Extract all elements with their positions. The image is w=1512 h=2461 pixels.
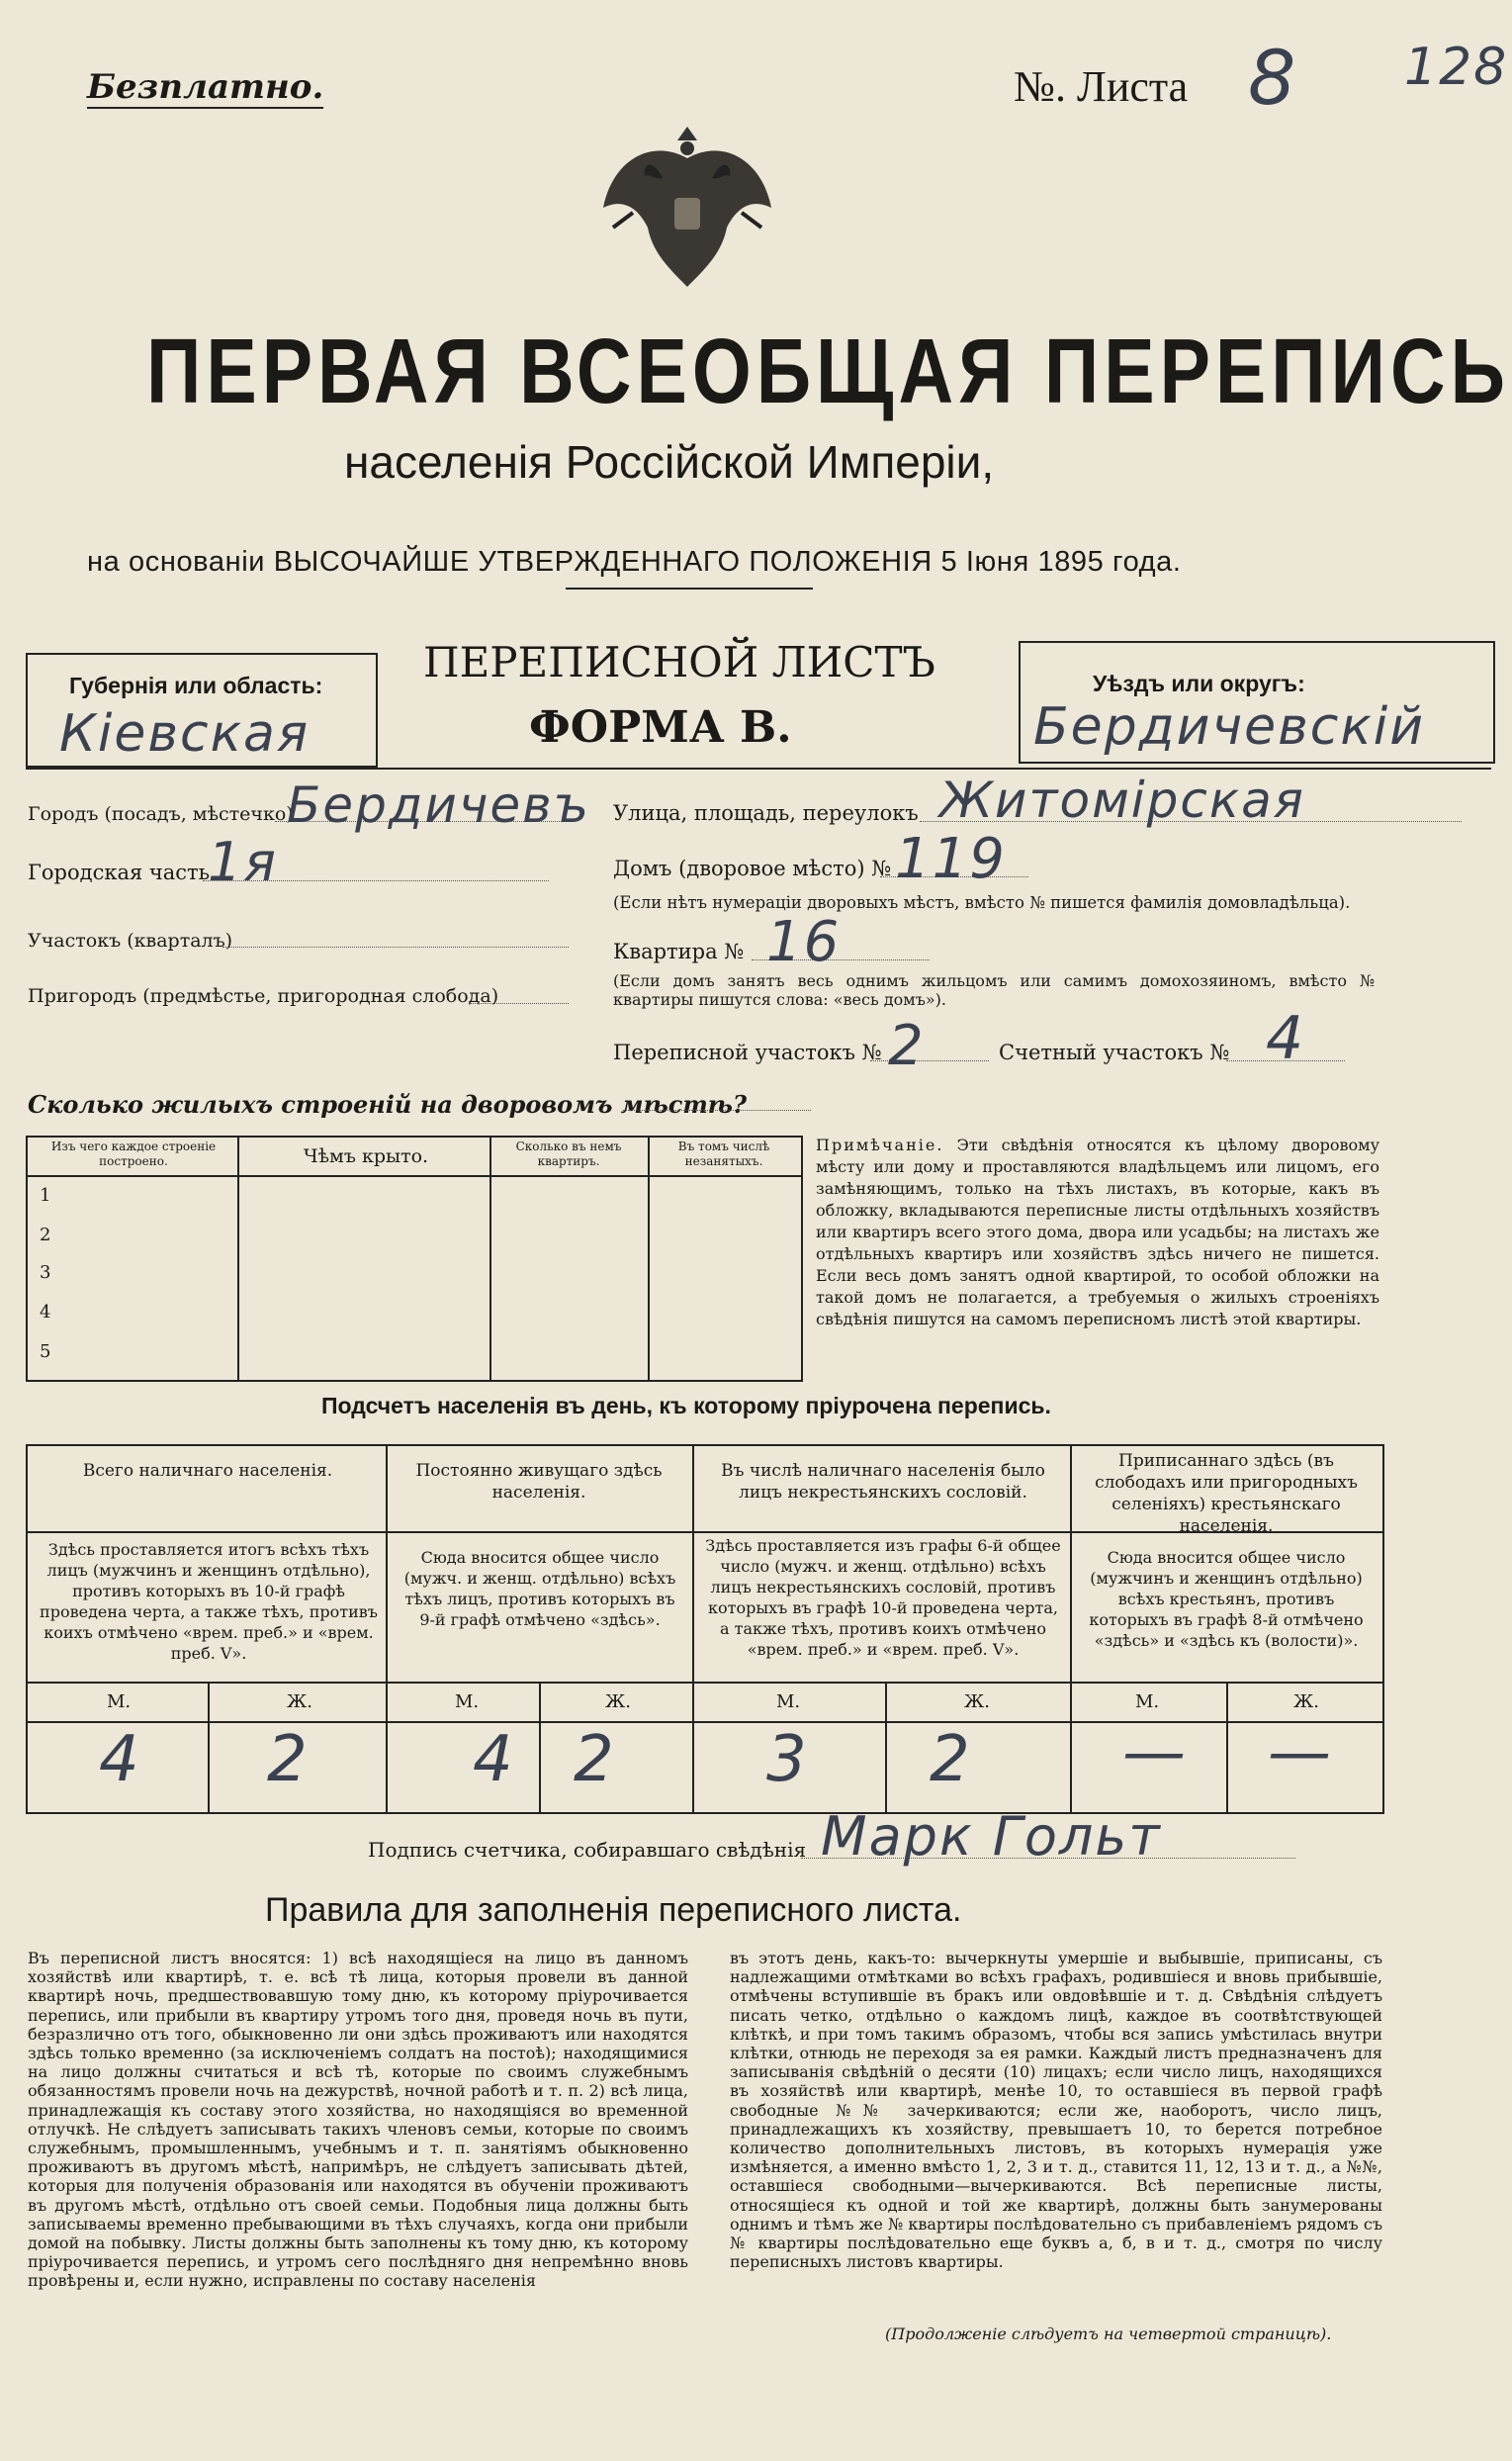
- pop-col2-header: Постоянно живущаго здѣсь населенія.: [415, 1461, 663, 1503]
- census-district-value: 2: [888, 1014, 926, 1078]
- rules-right-column: въ этотъ день, какъ-то: вычеркнуты умершіе и выбывшіе, приписаны, съ надлежащими отмѣтками во всѣхъ графахъ, родившіеся и вновь прибывшіе, отмѣчены вступившіе въ бракъ или овдовѣвшіе и т. д. Свѣдѣнія слѣдуетъ писать четко, отдѣльно о каждомъ лицѣ, каждое въ соотвѣтствующей клѣткѣ, и при томъ такимъ образомъ, чтобы вся запись умѣстилась внутри клѣтки, отнюдь не переходя за ея рамки. Каждый листъ предназначенъ для записыванія свѣдѣній о десяти (10) лицахъ; если число лицъ, находящихся въ хозяйствѣ или квартирѣ, менѣе 10, то оставшіеся въ первой графѣ свободные №№ зачеркиваются; если же, наоборотъ, число лицъ, принадлежащихъ къ хозяйству, превышаетъ 10, то берется потребное количество дополнительныхъ листовъ, въ которыхъ нумерація уже измѣняется, а именно вмѣсто 1, 2, 3 и т. д., ставится 11, 12, 13 и т. д., а №№, оставшіеся свободными—вычеркиваются. Всѣ переписные листы, относящіеся къ одной и той же квартирѣ, должны быть занумерованы однимъ и тѣмъ же № квартиры послѣдовательно съ прибавленіемъ рядомъ съ № квартиры послѣдовательно еще буквъ а, б, в и т. д., смотря по числу переписныхъ листовъ квартиры.: [730, 1949, 1382, 2272]
- gubernia-value: Кіевская: [59, 704, 311, 764]
- pop-col3-header: Въ числѣ наличнаго населенія было лицъ некрестьянскихъ сословій.: [721, 1461, 1045, 1503]
- city-value: Бердичевъ: [287, 776, 590, 834]
- house-note: (Если нѣтъ нумераціи дворовыхъ мѣстъ, вмѣсто № пишется фамилія домовладѣльца).: [613, 893, 1351, 912]
- gubernia-label: Губернія или область:: [69, 673, 323, 698]
- pop-col4-m-value: —: [1122, 1716, 1188, 1789]
- pop-col4-header: Приписаннаго здѣсь (въ слободахъ или пригородныхъ селеніяхъ) крестьянскаго населенія.: [1095, 1451, 1358, 1536]
- basis-underline: [566, 588, 813, 590]
- buildings-row-3: 3: [40, 1262, 51, 1283]
- pop-col4-m-label: М.: [1135, 1691, 1160, 1712]
- margin-number: 128: [1404, 38, 1509, 97]
- pop-col3-f-value: 2: [930, 1723, 972, 1796]
- census-title: ПЕРВАЯ ВСЕОБЩАЯ ПЕРЕПИСЬ: [146, 320, 1510, 423]
- rules-title: Правила для заполненія переписного листа.: [265, 1891, 962, 1929]
- house-value: 119: [895, 827, 1007, 891]
- free-label: Безплатно.: [87, 67, 324, 107]
- form-name: ПЕРЕПИСНОЙ ЛИСТЪ: [423, 638, 935, 686]
- buildings-question: Сколько жилыхъ строеній на дворовомъ мѣстѣ?: [28, 1090, 748, 1119]
- sheet-number-value: 8: [1248, 34, 1298, 122]
- census-basis: на основаніи ВЫСОЧАЙШЕ УТВЕРЖДЕННАГО ПОЛОЖЕНІЯ 5 Іюня 1895 года.: [87, 546, 1182, 578]
- city-part-value: 1я: [208, 831, 278, 893]
- count-district-value: 4: [1266, 1004, 1306, 1073]
- buildings-col-roof: Чѣмъ крыто.: [303, 1145, 429, 1167]
- apartment-note: (Если домъ занятъ весь однимъ жильцомъ или самимъ домохозяиномъ, вмѣсто № квартиры пишутся слова: «весь домъ»).: [613, 971, 1375, 1010]
- signature-value: Марк Гольт: [821, 1805, 1162, 1868]
- form-divider: [26, 768, 1491, 770]
- pop-col1-f-value: 2: [267, 1723, 310, 1796]
- census-district-label: Переписной участокъ №: [613, 1041, 882, 1064]
- pop-col2-m-label: М.: [455, 1691, 480, 1712]
- pop-col1-f-label: Ж.: [287, 1691, 312, 1712]
- district-label: Участокъ (кварталъ): [28, 930, 233, 952]
- imperial-eagle-emblem: [593, 119, 781, 297]
- signature-label: Подпись счетчика, собиравшаго свѣдѣнія: [368, 1838, 807, 1862]
- pop-col1-header: Всего наличнаго населенія.: [82, 1461, 333, 1481]
- pop-col4-desc: Сюда вносится общее число (мужчинъ и женщинъ отдѣльно) всѣхъ крестьянъ, противъ которыхъ въ графѣ 8-й отмѣчено «здѣсь» и «здѣсь къ (волости)».: [1089, 1548, 1364, 1650]
- street-value: Житомірская: [939, 772, 1305, 829]
- apartment-value: 16: [766, 910, 842, 974]
- pop-col3-m-value: 3: [766, 1723, 809, 1796]
- buildings-col-vacant: Въ томъ числѣ незанятыхъ.: [677, 1139, 770, 1168]
- sheet-number-label: №. Листа: [1014, 62, 1189, 111]
- city-part-label: Городская часть: [28, 861, 211, 884]
- rules-left-column: Въ переписной листъ вносятся: 1) всѣ находящіеся на лицо въ данномъ хозяйствѣ или квартирѣ, т. е. всѣ тѣ лица, которыя провели въ данной квартирѣ ночь, предшествовавшую тому дню, къ которому пріурочивается перепись, или прибыли въ квартиру утромъ того дня, проведя ночь въ пути, безразлично отъ того, обыкновенно ли они здѣсь проживаютъ или находятся здѣсь только временно (за исключеніемъ солдатъ на постоѣ); находящимися на лицо должны считаться и всѣ тѣ, которые по своимъ служебнымъ обязанностямъ провели ночь на дежурствѣ, ночной работѣ и т. п. 2) всѣ лица, принадлежащія къ составу этого хозяйства, но находящіяся во временной отлучкѣ. Не слѣдуетъ записывать такихъ членовъ семьи, которые по своимъ служебнымъ, промышленнымъ, учебнымъ и т. п. занятіямъ обыкновенно проживаютъ въ другомъ мѣстѣ, напримѣръ, не слѣдуетъ записывать дѣтей, которыя для полученія образованія или находятся въ обученіи проживаютъ въ другомъ мѣстѣ, отдѣльно отъ своей семьи. Подобныя лица должны быть записываемы временно пребывающими въ тѣхъ случаяхъ, когда они прибыли домой на побывку. Листы должны быть заполнены къ тому дню, къ которому пріурочивается перепись, и утромъ сего послѣдняго дня непремѣнно вновь провѣрены и, если нужно, исправлены по составу населенія: [28, 1949, 688, 2291]
- pop-col1-m-label: М.: [107, 1691, 132, 1712]
- uezd-value: Бердичевскій: [1033, 697, 1426, 757]
- pop-col3-f-label: Ж.: [964, 1691, 990, 1712]
- city-label: Городъ (посадъ, мѣстечко): [28, 803, 294, 825]
- pop-col2-f-label: Ж.: [605, 1691, 631, 1712]
- rules-continued: (Продолженіе слѣдуетъ на четвертой страницѣ).: [885, 2324, 1332, 2343]
- pop-col4-f-label: Ж.: [1293, 1691, 1319, 1712]
- buildings-table: [26, 1136, 803, 1382]
- house-label: Домъ (дворовое мѣсто) №: [613, 857, 892, 880]
- buildings-row-5: 5: [40, 1341, 51, 1362]
- buildings-col-apartments: Сколько въ немъ квартиръ.: [515, 1139, 622, 1168]
- apartment-label: Квартира №: [613, 940, 745, 963]
- pop-col1-m-value: 4: [99, 1723, 141, 1796]
- buildings-row-2: 2: [40, 1225, 51, 1245]
- pop-col4-f-value: —: [1268, 1716, 1333, 1789]
- pop-col3-desc: Здѣсь проставляется изъ графы 6-й общее число (мужч. и женщ. отдѣльно) всѣхъ лицъ некрестьянскихъ сословій, противъ которыхъ въ графѣ 10-й проведена черта, а также тѣхъ, противъ коихъ отмѣчено «врем. преб.» и «врем. преб. V».: [705, 1536, 1061, 1659]
- suburb-label: Пригородъ (предмѣстье, пригородная слобода): [28, 985, 499, 1007]
- pop-col2-desc: Сюда вносится общее число (мужч. и женщ. отдѣльно) всѣхъ тѣхъ лицъ, противъ которыхъ въ 9-й графѣ отмѣчено «здѣсь».: [403, 1548, 676, 1629]
- note-text: Эти свѣдѣнія относятся къ цѣлому дворовому мѣсту или дому и проставляются владѣльцемъ или лицомъ, его замѣняющимъ, только на тѣхъ листахъ, въ которые, какъ въ обложку, вкладываются переписные листы отдѣльныхъ хозяйствъ или квартиръ всего этого дома, двора или усадьбы; на листахъ же отдѣльныхъ квартиръ или хозяйствъ здѣсь ничего не пишется. Если весь домъ занятъ одной квартирой, то особой обложки на такой домъ не полагается, а требуемыя о жилыхъ строеніяхъ свѣдѣнія пишутся на самомъ переписномъ листѣ этой квартиры.: [816, 1136, 1379, 1328]
- pop-col2-m-value: 4: [473, 1723, 515, 1796]
- buildings-row-4: 4: [40, 1302, 51, 1322]
- street-label: Улица, площадь, переулокъ: [613, 801, 919, 825]
- pop-col1-desc: Здѣсь проставляется итогъ всѣхъ тѣхъ лицъ (мужчинъ и женщинъ отдѣльно), противъ которыхъ въ 10-й графѣ проведена черта, а также тѣхъ, противъ коихъ отмѣчено «врем. преб.» и «врем. преб. V».: [40, 1540, 378, 1663]
- note-title: Примѣчаніе.: [816, 1136, 944, 1154]
- buildings-col-material: Изъ чего каждое строеніе построено.: [50, 1139, 217, 1168]
- pop-col2-f-value: 2: [574, 1723, 616, 1796]
- count-district-label: Счетный участокъ №: [999, 1041, 1230, 1064]
- population-title: Подсчетъ населенія въ день, къ которому пріурочена перепись.: [321, 1393, 1051, 1418]
- census-subtitle: населенія Россійской Имперіи,: [344, 436, 995, 488]
- pop-col3-m-label: М.: [776, 1691, 801, 1712]
- note-block: [816, 1135, 1379, 1330]
- form-variant: ФОРМА В.: [529, 702, 792, 753]
- buildings-row-1: 1: [40, 1185, 51, 1206]
- uezd-label: Уѣздъ или округъ:: [1093, 671, 1305, 696]
